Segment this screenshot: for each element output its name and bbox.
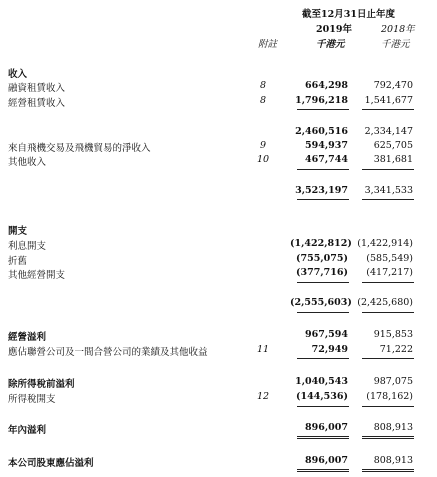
row-value-2019: 594,937 [305,140,348,151]
total-rule [297,199,349,200]
row-label: 融資租賃收入 [8,83,66,94]
subtotal-rule [362,282,414,283]
year-2018-heading: 2018年 [381,24,415,35]
subtotal-rule [297,169,349,170]
row-label: 其他收入 [8,157,47,168]
row-value-2018: 915,853 [373,329,413,340]
row-label: 年內溢利 [8,425,47,436]
row-value-2019: (144,536) [296,391,348,402]
total-rule [362,199,414,200]
row-value-2019: (377,716) [296,267,348,278]
row-value-2019: 467,744 [305,154,348,165]
row-value-2018: 808,913 [373,455,413,466]
row-label: 經營溢利 [8,332,47,343]
row-value-2019: 1,040,543 [295,376,348,387]
row-value-2018: 987,075 [373,376,413,387]
row-label: 利息開支 [8,241,47,252]
row-label: 來自飛機交易及飛機貿易的淨收入 [8,143,151,154]
total-rule [297,471,349,472]
subtotal-rule [297,358,349,359]
section-expenses: 開支 [8,226,28,237]
unit-2018-heading: 千港元 [381,39,410,50]
total-rule [362,436,414,437]
total-rule [362,312,414,313]
row-value-2019: 72,949 [311,344,348,355]
row-value-2019: 664,298 [305,80,348,91]
row-value-2019: (2,555,603) [290,297,352,308]
row-note: 9 [259,140,267,151]
row-label: 經營租賃收入 [8,98,66,109]
row-value-2018: (178,162) [366,391,413,402]
section-income: 收入 [8,69,28,80]
period-heading: 截至12月31日止年度 [302,9,395,20]
row-value-2019: 896,007 [305,422,348,433]
row-note: 8 [259,95,267,106]
row-label: 折舊 [8,256,28,267]
row-label: 本公司股東應佔溢利 [8,458,94,469]
row-value-2018: 808,913 [373,422,413,433]
row-value-2018: 71,222 [379,344,413,355]
total-rule [297,469,349,470]
row-value-2019: 1,796,218 [295,95,348,106]
row-value-2018: (585,549) [366,253,413,264]
row-value-2018: 3,341,533 [364,185,413,196]
subtotal-rule [362,406,414,407]
row-value-2018: 792,470 [373,80,413,91]
total-rule [297,438,349,439]
row-value-2019: 896,007 [305,455,348,466]
subtotal-rule [362,169,414,170]
row-value-2018: 381,681 [373,154,413,165]
row-value-2018: 2,334,147 [364,126,413,137]
subtotal-rule [297,406,349,407]
row-value-2019: 3,523,197 [295,185,348,196]
row-note: 8 [259,80,267,91]
row-value-2018: 625,705 [373,140,413,151]
total-rule [362,438,414,439]
total-rule [297,312,349,313]
row-value-2019: 2,460,516 [295,126,348,137]
total-rule [362,471,414,472]
row-value-2018: (2,425,680) [357,297,413,308]
total-rule [297,436,349,437]
subtotal-rule [362,109,414,110]
row-note: 11 [256,344,270,355]
row-label: 除所得稅前溢利 [8,379,75,390]
unit-2019-heading: 千港元 [316,39,345,50]
subtotal-rule [297,109,349,110]
total-rule [362,469,414,470]
row-label: 所得稅開支 [8,394,56,405]
row-value-2018: (417,217) [366,267,413,278]
row-value-2019: (755,075) [296,253,348,264]
note-column-heading: 附註 [258,39,278,50]
row-label: 其他經營開支 [8,270,66,281]
row-value-2018: (1,422,914) [357,238,413,249]
row-value-2019: (1,422,812) [290,238,352,249]
year-2019-heading: 2019年 [316,24,352,35]
subtotal-rule [297,282,349,283]
row-value-2019: 967,594 [305,329,348,340]
row-label: 應佔聯營公司及一間合營公司的業績及其他收益 [8,347,208,358]
subtotal-rule [362,358,414,359]
row-note: 12 [256,391,270,402]
row-note: 10 [256,154,270,165]
row-value-2018: 1,541,677 [364,95,413,106]
